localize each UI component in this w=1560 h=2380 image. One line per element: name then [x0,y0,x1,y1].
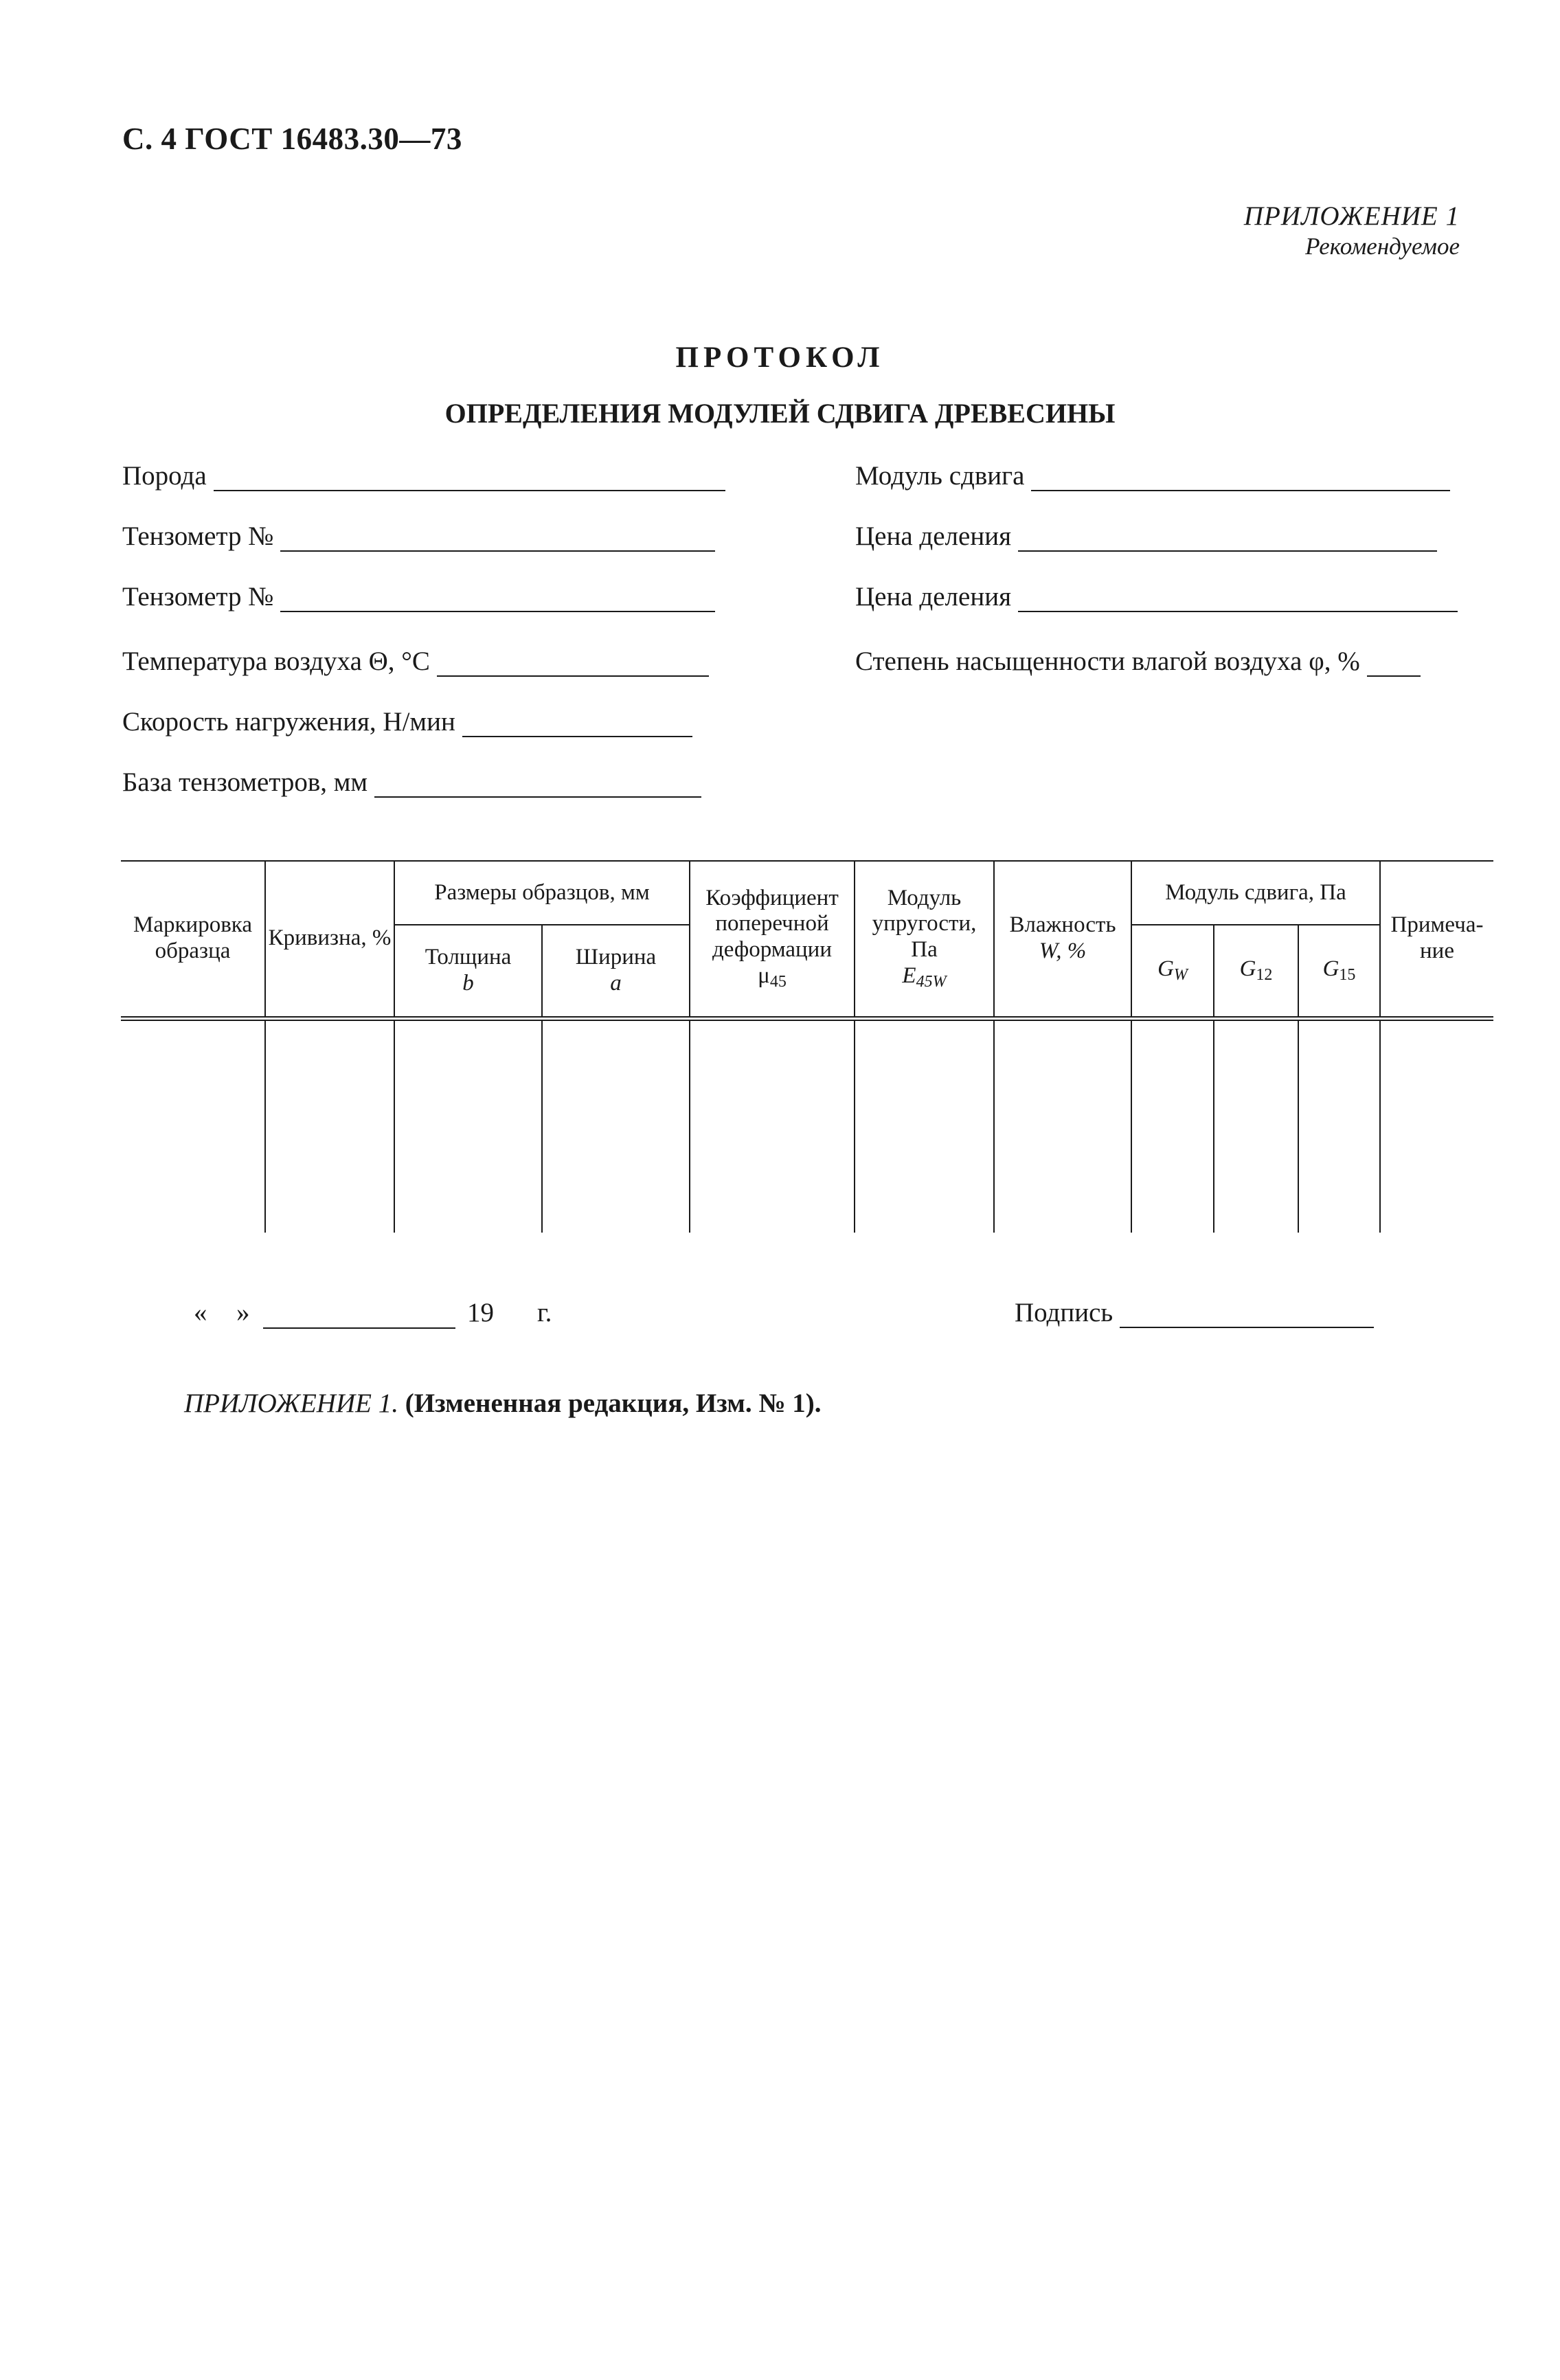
field-tensometer-2-input[interactable] [280,586,715,612]
col-elastic [855,861,994,1018]
amendment-note-ref: ПРИЛОЖЕНИЕ 1. [184,1389,398,1418]
col-elastic-sym: E [902,963,916,989]
field-tensometer-1-label: Тензометр № [122,521,274,551]
field-base-input[interactable] [374,772,701,798]
field-load-speed [122,706,692,737]
col-width-label: Ширина [575,944,657,969]
cell-g15[interactable] [1298,1018,1380,1233]
amendment-note-text: (Измененная редакция, Изм. № 1). [405,1389,822,1418]
col-curvature-label: Кривизна, % [268,925,392,951]
date-quote-close: » [236,1298,250,1327]
signature-input[interactable] [1120,1302,1374,1328]
field-division-1-label: Цена деления [855,521,1012,551]
field-division-1-input[interactable] [1018,526,1437,552]
results-table [121,860,1493,1233]
col-marking: Маркировка образца [121,861,265,1018]
field-poroda-label: Порода [122,461,207,491]
document-title: ПРОТОКОЛ [675,341,885,374]
col-gw [1131,925,1214,1018]
amendment-note [184,1388,822,1419]
field-division-2 [855,581,1458,612]
cell-gw[interactable] [1131,1018,1214,1233]
col-elastic-label: Модуль упругости, Па [872,885,977,963]
field-shear-modulus-label: Модуль сдвига [855,461,1025,491]
col-g12 [1214,925,1298,1018]
signature-label: Подпись [1015,1298,1114,1327]
appendix-block [1244,201,1460,260]
cell-thickness[interactable] [394,1018,542,1233]
field-tensometer-1-input[interactable] [280,526,715,552]
field-shear-modulus-input[interactable] [1031,465,1450,491]
col-g15-g: G [1322,956,1339,981]
col-width [542,925,690,1018]
field-division-1 [855,521,1437,552]
col-gw-g: G [1157,956,1174,981]
field-air-temp [122,646,709,677]
col-coef-sym: μ [758,963,770,989]
col-g15 [1298,925,1380,1018]
field-humidity-label: Степень насыщенности влагой воздуха φ, % [855,647,1360,676]
field-humidity [855,646,1421,677]
col-notes: Примеча-ние [1380,861,1493,1018]
field-air-temp-label: Температура воздуха Θ, °С [122,647,430,676]
date-year: 19 [467,1298,494,1327]
col-moisture-sym: W, % [1039,939,1087,964]
col-elastic-sub: 45W [916,973,947,991]
cell-notes[interactable] [1380,1018,1493,1233]
table-body-row [121,1018,1493,1233]
cell-curvature[interactable] [265,1018,394,1233]
cell-marking[interactable] [121,1018,265,1233]
field-base-label: База тензометров, мм [122,767,368,797]
signature-field [1015,1297,1374,1328]
col-gw-sub: W [1173,965,1188,984]
field-tensometer-2-label: Тензометр № [122,582,274,611]
appendix-status: Рекомендуемое [1305,233,1460,260]
col-shear: Модуль сдвига, Па [1131,861,1380,925]
field-base [122,767,701,798]
date-month-input[interactable] [263,1327,455,1329]
cell-moisture[interactable] [994,1018,1131,1233]
field-shear-modulus [855,460,1450,491]
field-poroda [122,460,725,491]
field-load-speed-label: Скорость нагружения, Н/мин [122,707,455,737]
col-thickness-label: Толщина [425,944,512,969]
field-division-2-label: Цена деления [855,582,1012,611]
col-width-sym: a [610,970,622,996]
cell-coef[interactable] [690,1018,855,1233]
col-g15-sub: 15 [1339,965,1356,984]
field-tensometer-1 [122,521,715,552]
cell-elastic[interactable] [855,1018,994,1233]
col-thickness-sym: b [462,970,474,996]
col-coef-label: Коэффициент поперечной деформации [705,885,839,963]
field-division-2-input[interactable] [1018,586,1458,612]
col-thickness [394,925,542,1018]
col-coef-sub: 45 [769,973,787,991]
table-header-row-1 [121,861,1493,925]
col-sizes: Размеры образцов, мм [394,861,690,925]
col-moisture [994,861,1131,1018]
field-air-temp-input[interactable] [437,651,709,677]
appendix-label: ПРИЛОЖЕНИЕ 1 [1243,201,1460,231]
field-humidity-input[interactable] [1367,651,1421,677]
field-load-speed-input[interactable] [462,711,692,737]
cell-width[interactable] [542,1018,690,1233]
col-g12-g: G [1239,956,1256,981]
date-year-suffix: г. [537,1298,552,1327]
col-curvature [265,861,394,1018]
date-quote-open: « [194,1298,207,1327]
field-poroda-input[interactable] [214,465,725,491]
page-header: С. 4 ГОСТ 16483.30—73 [122,122,462,156]
cell-g12[interactable] [1214,1018,1298,1233]
col-coef [690,861,855,1018]
col-moisture-label: Влажность [1009,912,1116,938]
field-tensometer-2 [122,581,715,612]
col-g12-sub: 12 [1256,965,1273,984]
document-subtitle: ОПРЕДЕЛЕНИЯ МОДУЛЕЙ СДВИГА ДРЕВЕСИНЫ [444,398,1116,429]
